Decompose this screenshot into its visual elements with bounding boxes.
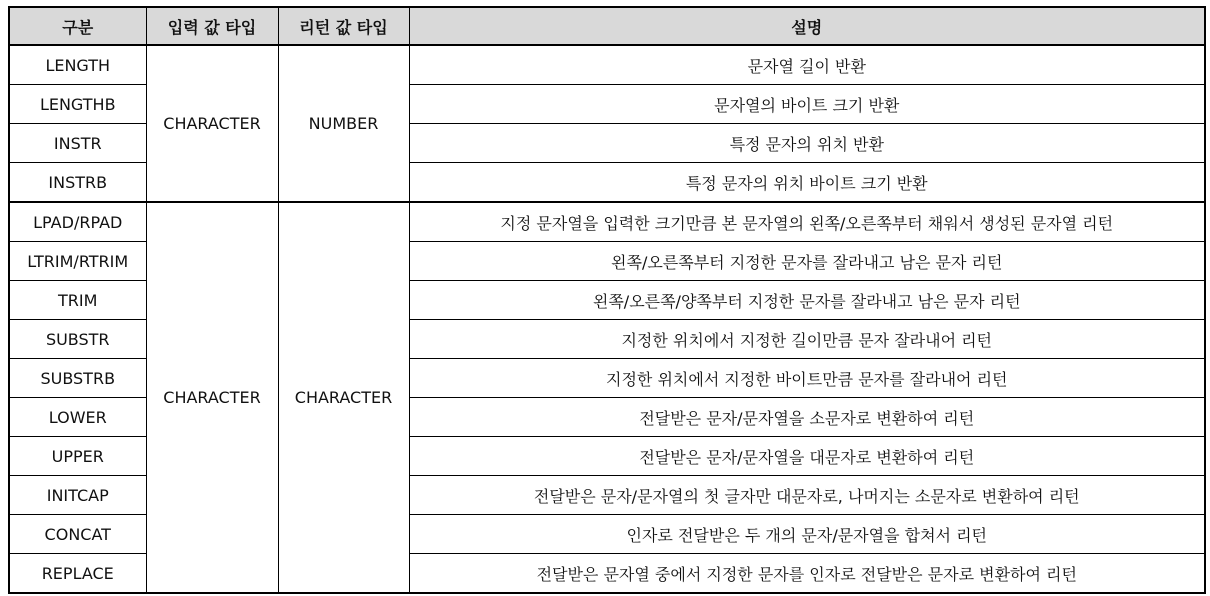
function-name: LTRIM/RTRIM	[9, 242, 146, 281]
function-description: 인자로 전달받은 두 개의 문자/문자열을 합쳐서 리턴	[409, 515, 1205, 554]
function-description: 왼쪽/오른쪽/양쪽부터 지정한 문자를 잘라내고 남은 문자 리턴	[409, 281, 1205, 320]
input-type-cell: CHARACTER	[146, 202, 278, 593]
string-functions-table	[8, 6, 1206, 594]
function-description: 전달받은 문자/문자열을 소문자로 변환하여 리턴	[409, 398, 1205, 437]
table-header	[9, 7, 1205, 45]
function-description: 지정한 위치에서 지정한 바이트만큼 문자를 잘라내어 리턴	[409, 359, 1205, 398]
function-description: 지정 문자열을 입력한 크기만큼 본 문자열의 왼쪽/오른쪽부터 채워서 생성된 문자열 리턴	[409, 202, 1205, 242]
function-name: INITCAP	[9, 476, 146, 515]
function-name: INSTR	[9, 124, 146, 163]
table-body	[9, 45, 1205, 593]
table-row	[9, 202, 1205, 242]
function-description: 전달받은 문자/문자열의 첫 글자만 대문자로, 나머지는 소문자로 변환하여 리턴	[409, 476, 1205, 515]
function-name: UPPER	[9, 437, 146, 476]
function-name: REPLACE	[9, 554, 146, 594]
header-category: 구분	[9, 7, 146, 45]
function-description: 특정 문자의 위치 반환	[409, 124, 1205, 163]
function-description: 특정 문자의 위치 바이트 크기 반환	[409, 163, 1205, 203]
header-row	[9, 7, 1205, 45]
function-name: LENGTH	[9, 45, 146, 85]
function-description: 문자열 길이 반환	[409, 45, 1205, 85]
function-name: SUBSTRB	[9, 359, 146, 398]
function-description: 지정한 위치에서 지정한 길이만큼 문자 잘라내어 리턴	[409, 320, 1205, 359]
function-name: LPAD/RPAD	[9, 202, 146, 242]
function-description: 전달받은 문자열 중에서 지정한 문자를 인자로 전달받은 문자로 변환하여 리턴	[409, 554, 1205, 594]
function-name: SUBSTR	[9, 320, 146, 359]
function-name: CONCAT	[9, 515, 146, 554]
function-name: LENGTHB	[9, 85, 146, 124]
function-name: INSTRB	[9, 163, 146, 203]
function-name: TRIM	[9, 281, 146, 320]
function-description: 문자열의 바이트 크기 반환	[409, 85, 1205, 124]
input-type-cell: CHARACTER	[146, 45, 278, 202]
function-name: LOWER	[9, 398, 146, 437]
return-type-cell: NUMBER	[278, 45, 409, 202]
header-return-type: 리턴 값 타입	[278, 7, 409, 45]
header-description: 설명	[409, 7, 1205, 45]
return-type-cell: CHARACTER	[278, 202, 409, 593]
table-row	[9, 45, 1205, 85]
function-description: 전달받은 문자/문자열을 대문자로 변환하여 리턴	[409, 437, 1205, 476]
document-page	[8, 6, 1206, 594]
function-description: 왼쪽/오른쪽부터 지정한 문자를 잘라내고 남은 문자 리턴	[409, 242, 1205, 281]
header-input-type: 입력 값 타입	[146, 7, 278, 45]
